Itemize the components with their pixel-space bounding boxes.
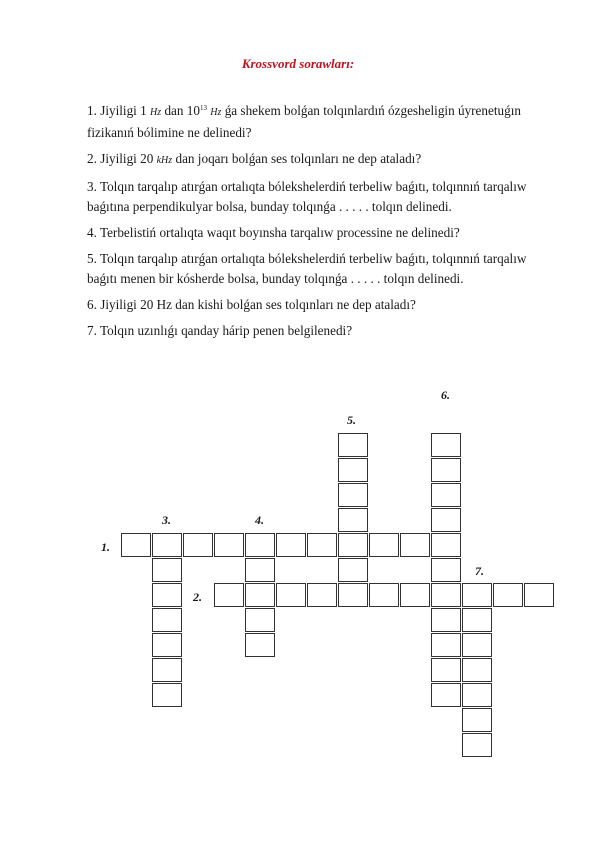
crossword-cell[interactable] — [524, 583, 554, 607]
crossword-cell[interactable] — [245, 583, 275, 607]
crossword-cell[interactable] — [431, 533, 461, 557]
crossword-cell[interactable] — [152, 633, 182, 657]
crossword-cell[interactable] — [431, 608, 461, 632]
crossword-cell[interactable] — [152, 583, 182, 607]
crossword-cell[interactable] — [276, 533, 306, 557]
crossword-cell[interactable] — [338, 583, 368, 607]
crossword-cell[interactable] — [462, 733, 492, 757]
crossword-cell[interactable] — [431, 433, 461, 457]
clue-number-5: 5. — [347, 413, 356, 427]
question-4: 4. Terbelistiń ortalıqta waqıt boyınsha tarqalıw processine ne delinedi? — [87, 225, 460, 240]
crossword-cell[interactable] — [338, 533, 368, 557]
clue-number-1: 1. — [101, 540, 110, 554]
unit-hz-2: Hz — [210, 107, 222, 118]
crossword-cell[interactable] — [307, 583, 337, 607]
unit-hz: Hz — [150, 107, 162, 118]
crossword-cell[interactable] — [214, 533, 244, 557]
question-1-text-end: ǵa shekem bolǵan tolqınlardıń ózgesheligin úyrenetuǵın fizikanıń bólimine ne delinedi? — [87, 103, 521, 140]
crossword-cell[interactable] — [245, 558, 275, 582]
crossword-cell[interactable] — [152, 608, 182, 632]
clue-number-4: 4. — [255, 513, 264, 527]
crossword-cell[interactable] — [431, 508, 461, 532]
crossword-cell[interactable] — [462, 633, 492, 657]
question-2-text-end: dan joqarı bolǵan ses tolqınları ne dep ataladı? — [172, 151, 422, 166]
question-3: 3. Tolqın tarqalıp atırǵan ortalıqta bólekshelerdiń terbeliw baǵıtı, tolqınnıń tarqalıw baǵıtına perpendikulyar bolsa, bunday tolqınǵa . . . . . tolqın delinedi. — [87, 179, 527, 214]
crossword-cell[interactable] — [493, 583, 523, 607]
crossword-cell[interactable] — [431, 658, 461, 682]
crossword-cell[interactable] — [431, 558, 461, 582]
crossword-cell[interactable] — [152, 558, 182, 582]
crossword-cell[interactable] — [245, 608, 275, 632]
exponent: 13 — [199, 104, 207, 112]
crossword-cell[interactable] — [338, 558, 368, 582]
question-1-text-start: 1. Jiyiligi 1 — [87, 103, 151, 118]
crossword-cell[interactable] — [121, 533, 151, 557]
question-1-text-mid: dan 10 — [161, 103, 200, 118]
crossword-cell[interactable] — [431, 458, 461, 482]
crossword-cell[interactable] — [369, 533, 399, 557]
page-title: Krossvord sorawları: — [241, 56, 355, 71]
crossword-cell[interactable] — [338, 508, 368, 532]
crossword-cell[interactable] — [400, 583, 430, 607]
clue-number-7: 7. — [475, 564, 484, 578]
crossword-cell[interactable] — [431, 583, 461, 607]
crossword-cell[interactable] — [338, 458, 368, 482]
crossword-cell[interactable] — [400, 533, 430, 557]
crossword-cell[interactable] — [338, 483, 368, 507]
crossword-cell[interactable] — [462, 708, 492, 732]
crossword-cell[interactable] — [462, 683, 492, 707]
crossword-cell[interactable] — [245, 633, 275, 657]
crossword-cell[interactable] — [431, 483, 461, 507]
crossword-cell[interactable] — [462, 583, 492, 607]
crossword-cell[interactable] — [307, 533, 337, 557]
clue-number-3: 3. — [162, 513, 171, 527]
clue-number-6: 6. — [441, 388, 450, 402]
crossword-cell[interactable] — [152, 658, 182, 682]
question-2-text-start: 2. Jiyiligi 20 — [87, 151, 157, 166]
clue-number-2: 2. — [193, 590, 202, 604]
crossword-cell[interactable] — [431, 633, 461, 657]
crossword-cell[interactable] — [431, 683, 461, 707]
question-6: 6. Jiyiligi 20 Hz dan kishi bolǵan ses tolqınları ne dep ataladı? — [87, 297, 416, 312]
question-7: 7. Tolqın uzınlıǵı qanday hárip penen belgilenedi? — [87, 323, 353, 338]
unit-khz: kHz — [156, 155, 173, 166]
crossword-cell[interactable] — [462, 658, 492, 682]
crossword-cell[interactable] — [276, 583, 306, 607]
crossword-cell[interactable] — [152, 683, 182, 707]
crossword-cell[interactable] — [245, 533, 275, 557]
crossword-cell[interactable] — [369, 583, 399, 607]
crossword-cell[interactable] — [183, 533, 213, 557]
crossword-cell[interactable] — [214, 583, 244, 607]
crossword-cell[interactable] — [152, 533, 182, 557]
crossword-cell[interactable] — [338, 433, 368, 457]
crossword-cell[interactable] — [462, 608, 492, 632]
question-5: 5. Tolqın tarqalıp atırǵan ortalıqta bólekshelerdiń terbeliw baǵıtı, tolqınnıń tarqalıw baǵıtı menen bir kósherde bolsa, bunday tolqınǵa . . . . . tolqın delinedi. — [87, 251, 527, 286]
